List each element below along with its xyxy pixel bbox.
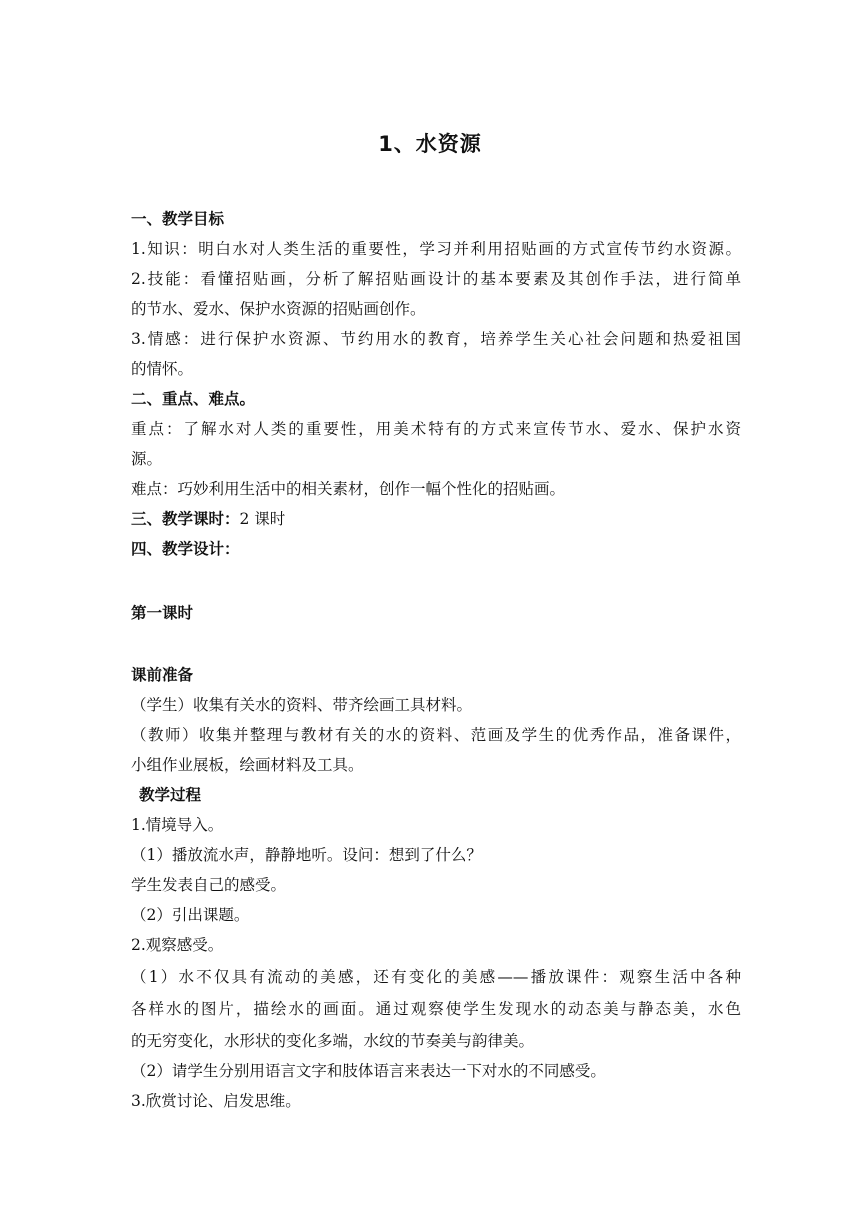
- objective-skill-line2: 的节水、爱水、保护水资源的招贴画创作。: [131, 300, 426, 318]
- section-heading-lesson-hours: 三、教学课时：: [131, 510, 240, 528]
- difficulty-point: 难点：巧妙利用生活中的相关素材，创作一幅个性化的招贴画。: [131, 480, 566, 498]
- step-1a: （1）播放流水声，静静地听。设问：想到了什么？: [131, 846, 482, 864]
- section-heading-key-points: 二、重点、难点。: [131, 390, 256, 408]
- document-title: 1、水资源: [378, 132, 482, 156]
- section-heading-objectives: 一、教学目标: [131, 210, 225, 228]
- prep-heading: 课前准备: [131, 666, 194, 684]
- process-heading: 教学过程: [139, 786, 202, 804]
- prep-teacher-line2: 小组作业展板，绘画材料及工具。: [131, 756, 364, 774]
- objective-skill-line1: 2.技能：看懂招贴画，分析了解招贴画设计的基本要素及其创作手法，进行简单: [131, 270, 741, 288]
- objective-emotion-line2: 的情怀。: [131, 360, 194, 378]
- step-2a-line2: 各样水的图片，描绘水的画面。通过观察使学生发现水的动态美与静态美，水色: [131, 1000, 741, 1018]
- section-heading-design: 四、教学设计：: [131, 540, 240, 558]
- step-1: 1.情境导入。: [131, 816, 224, 834]
- step-2a-line1: （1）水不仅具有流动的美感，还有变化的美感——播放课件：观察生活中各种: [131, 968, 741, 986]
- section-lesson-hours: [131, 504, 741, 534]
- step-3: 3.欣赏讨论、启发思维。: [131, 1092, 301, 1110]
- prep-student: （学生）收集有关水的资料、带齐绘画工具材料。: [131, 696, 473, 714]
- lesson-one-heading: 第一课时: [131, 604, 194, 622]
- lesson-hours-value: 2 课时: [239, 510, 286, 528]
- step-2b: （2）请学生分别用语言文字和肢体语言来表达一下对水的不同感受。: [131, 1062, 606, 1080]
- step-1b: 学生发表自己的感受。: [131, 876, 287, 894]
- step-2a-line3: 的无穷变化，水形状的变化多端，水纹的节奏美与韵律美。: [131, 1032, 535, 1050]
- prep-teacher-line1: （教师）收集并整理与教材有关的水的资料、范画及学生的优秀作品，准备课件，: [131, 726, 741, 744]
- objective-emotion-line1: 3.情感：进行保护水资源、节约用水的教育，培养学生关心社会问题和热爱祖国: [131, 330, 741, 348]
- step-1c: （2）引出课题。: [131, 906, 250, 924]
- key-point-line1: 重点：了解水对人类的重要性，用美术特有的方式来宣传节水、爱水、保护水资: [131, 420, 741, 438]
- step-2: 2.观察感受。: [131, 936, 224, 954]
- key-point-line2: 源。: [131, 450, 163, 468]
- objective-knowledge: 1.知识：明白水对人类生活的重要性，学习并利用招贴画的方式宣传节约水资源。: [131, 240, 741, 258]
